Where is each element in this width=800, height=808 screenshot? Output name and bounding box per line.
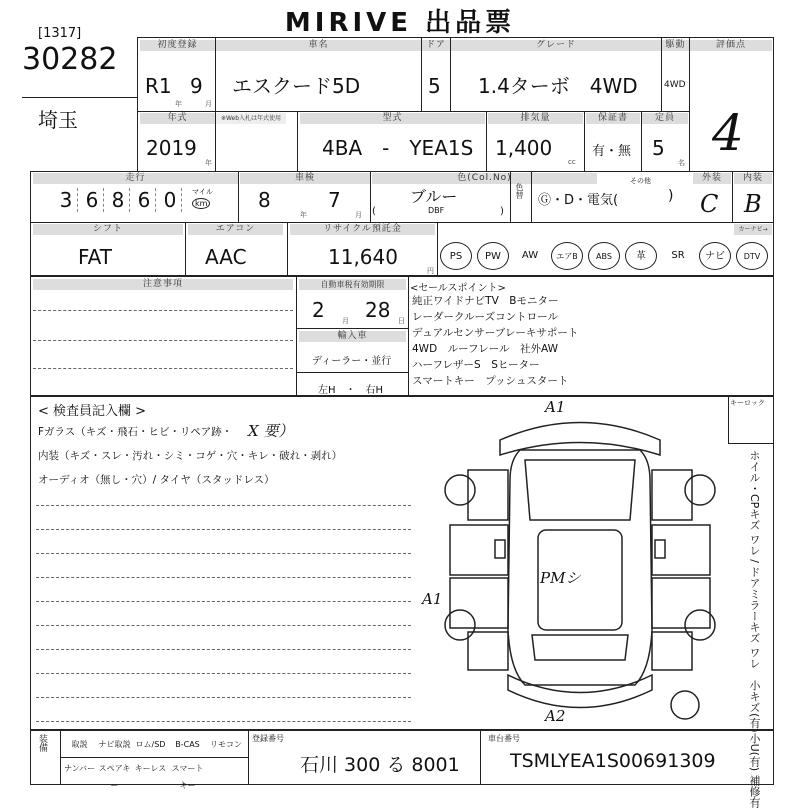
side-legend: ホイル・CPキズ ワレ / ドアミラーキズ ワレ 小キズ(有)小U(有) 補修有 bbox=[748, 450, 761, 808]
inspector-ruled-line bbox=[36, 721, 411, 722]
rear-window bbox=[532, 635, 628, 660]
inspector-ruled-line bbox=[36, 529, 411, 530]
left-rear-fender bbox=[468, 632, 508, 670]
windshield-line: Fガラス（キズ・飛石・ヒビ・リペア跡・ bbox=[38, 426, 233, 438]
page-title: MIRIVE 出品票 bbox=[284, 8, 516, 38]
hdr-navi: カーナビ→ bbox=[734, 224, 772, 235]
hdr-doors: ドア bbox=[422, 40, 450, 51]
option-cell: スペアキー bbox=[98, 764, 131, 790]
audio-tire-line: オーディオ（無し・穴）/ タイヤ（スタッドレス） bbox=[38, 474, 275, 486]
reg-no-value: 石川 300 る 8001 bbox=[300, 754, 460, 776]
equipment-item: PW bbox=[477, 242, 509, 270]
hdr-vin: 車台番号 bbox=[488, 734, 520, 743]
option-cell: ロム/SD bbox=[135, 740, 166, 749]
option-cell: 取説 bbox=[71, 740, 88, 749]
wheel-front-left bbox=[445, 475, 475, 505]
hdr-aircon: エアコン bbox=[188, 224, 283, 235]
hdr-model-year-note: ※Web入札は年式使用 bbox=[216, 113, 286, 124]
wheel-front-right bbox=[685, 475, 715, 505]
option-cell: B-CAS bbox=[175, 740, 200, 749]
mileage-digit: 6 bbox=[81, 188, 104, 212]
hdr-model-code: 型式 bbox=[300, 113, 485, 124]
right-door-rear bbox=[652, 578, 710, 628]
spare-wheel bbox=[671, 691, 699, 719]
first-reg-month: 9 bbox=[190, 74, 203, 98]
warranty-value: 有・無 bbox=[592, 144, 632, 159]
shift-value: FAT bbox=[78, 245, 113, 269]
option-cell: ナンバー bbox=[63, 764, 96, 773]
mileage-digit: 3 bbox=[55, 188, 78, 212]
sales-point-item: 純正ワイドナビTV Bモニター bbox=[412, 295, 559, 307]
hdr-first-reg: 初度登録 bbox=[140, 40, 215, 51]
mark-rear: A2 bbox=[545, 707, 566, 725]
first-reg-era: R1 bbox=[145, 74, 172, 98]
equipment-item: AW bbox=[521, 250, 539, 261]
equipment-item: DTV bbox=[736, 242, 768, 270]
equipment-item: 革 bbox=[625, 242, 657, 270]
sales-point-item: 4WD ルーフレール 社外AW bbox=[412, 343, 558, 355]
inspector-ruled-line bbox=[36, 577, 411, 578]
inspector-ruled-line bbox=[36, 649, 411, 650]
mark-roof: PMシ bbox=[540, 569, 581, 587]
hdr-reg-no: 登録番号 bbox=[252, 734, 284, 743]
vin-value: TSMLYEA1S00691309 bbox=[510, 750, 716, 772]
equipment-item: ナビ bbox=[699, 242, 731, 270]
right-rear-fender bbox=[652, 632, 692, 670]
equipment-item: SR bbox=[671, 250, 685, 261]
color-name: ブルー bbox=[410, 187, 458, 206]
hdr-sales-point: <セールスポイント> bbox=[410, 283, 506, 294]
color-code: DBF bbox=[428, 206, 445, 215]
right-mirror bbox=[655, 540, 665, 558]
left-door-rear bbox=[450, 578, 508, 628]
mark-left: A1 bbox=[422, 590, 443, 608]
displacement-value: 1,400 bbox=[495, 136, 553, 160]
lot-number: 30282 bbox=[22, 42, 118, 77]
grade-value: 1.4ターボ 4WD bbox=[478, 74, 638, 98]
equipment-item: PS bbox=[440, 242, 472, 270]
left-door-front bbox=[450, 525, 508, 575]
hdr-displacement: 排気量 bbox=[488, 113, 583, 124]
drive-value: 4WD bbox=[664, 80, 686, 90]
hdr-car-name: 車名 bbox=[216, 40, 421, 51]
mark-front: A1 bbox=[545, 398, 566, 416]
car-name: エスクード5D bbox=[232, 74, 361, 98]
hdr-model-year: 年式 bbox=[140, 113, 215, 124]
tax-month: 2 bbox=[312, 298, 325, 322]
hood bbox=[525, 460, 635, 520]
hdr-inspection: 車検 bbox=[240, 173, 370, 184]
inspector-ruled-line bbox=[36, 625, 411, 626]
color-change-label: 色替 bbox=[515, 183, 524, 199]
inspector-ruled-line bbox=[36, 553, 411, 554]
mileage-digit: 8 bbox=[107, 188, 130, 212]
key-lock-label: キーロック bbox=[730, 399, 765, 407]
tax-day: 28 bbox=[365, 298, 391, 322]
inspector-ruled-line bbox=[36, 505, 411, 506]
hdr-inspector: < 検査員記入欄 > bbox=[38, 404, 147, 419]
windshield-mark: X 要） bbox=[248, 422, 294, 440]
hdr-color: 色(Col.No) bbox=[372, 173, 597, 184]
hdr-equipment: 装備 bbox=[37, 734, 47, 752]
import-handle: 左H ・ 右H bbox=[318, 385, 384, 396]
import-type: ディーラー・並行 bbox=[312, 356, 392, 367]
equipment-item: ABS bbox=[588, 242, 620, 270]
mileage-unit-mile: マイル bbox=[192, 188, 213, 196]
lot-bracket: [1317] bbox=[38, 26, 82, 41]
inspection-month: 7 bbox=[328, 188, 341, 212]
equipment-item: エアB bbox=[551, 242, 583, 270]
inspector-ruled-line bbox=[36, 697, 411, 698]
hdr-exterior: 外装 bbox=[693, 173, 731, 184]
mileage-digit: 0 bbox=[159, 188, 182, 212]
location: 埼玉 bbox=[38, 108, 78, 132]
exterior-grade: C bbox=[700, 190, 719, 218]
doors-value: 5 bbox=[428, 74, 441, 98]
hdr-tax-due: 自動車税有効期限 bbox=[299, 279, 406, 290]
mileage-unit-km: km bbox=[192, 198, 210, 209]
inspector-ruled-line bbox=[36, 673, 411, 674]
sales-point-item: ハーフレザーS Sヒーター bbox=[412, 359, 540, 371]
mileage-digit: 6 bbox=[133, 188, 156, 212]
hdr-recycle: リサイクル預託金 bbox=[290, 224, 435, 235]
capacity-value: 5 bbox=[652, 136, 665, 160]
rear-bumper bbox=[508, 675, 652, 708]
hdr-notes: 注意事項 bbox=[33, 279, 293, 290]
option-cell: スマートキー bbox=[171, 764, 204, 790]
sales-point-item: レーダークルーズコントロール bbox=[412, 311, 558, 323]
option-cell: リモコン bbox=[210, 740, 242, 749]
sales-point-item: デュアルセンサーブレーキサポート bbox=[412, 327, 579, 339]
hdr-import: 輸入車 bbox=[299, 331, 406, 342]
inspection-year: 8 bbox=[258, 188, 271, 212]
hdr-drive: 駆動 bbox=[662, 40, 689, 51]
recycle-value: 11,640 bbox=[328, 245, 398, 269]
car-diagram bbox=[420, 400, 740, 730]
hdr-grade: グレード bbox=[451, 40, 661, 51]
hdr-shift: シフト bbox=[33, 224, 183, 235]
option-cell: キーレス bbox=[134, 764, 167, 773]
sales-point-item: スマートキー プッシュスタート bbox=[412, 375, 569, 387]
model-code-value: 4BA - YEA1S bbox=[322, 136, 474, 160]
hdr-mileage: 走行 bbox=[33, 173, 238, 184]
option-cell: ナビ取説 bbox=[98, 740, 131, 749]
aircon-value: AAC bbox=[205, 245, 247, 269]
interior-grade: B bbox=[744, 190, 762, 218]
hdr-warranty: 保証書 bbox=[586, 113, 640, 124]
interior-line: 内装（キズ・スレ・汚れ・シミ・コゲ・穴・キレ・破れ・剥れ） bbox=[38, 450, 343, 462]
color-change-options: Ⓖ・D・電気( bbox=[538, 193, 619, 208]
hdr-score: 評価点 bbox=[690, 40, 772, 51]
right-door-front bbox=[652, 525, 710, 575]
hdr-capacity: 定員 bbox=[642, 113, 688, 124]
model-year-value: 2019 bbox=[146, 136, 197, 160]
score-value: 4 bbox=[712, 104, 744, 162]
inspector-ruled-line bbox=[36, 601, 411, 602]
left-mirror bbox=[495, 540, 505, 558]
hdr-interior: 内装 bbox=[734, 173, 772, 184]
